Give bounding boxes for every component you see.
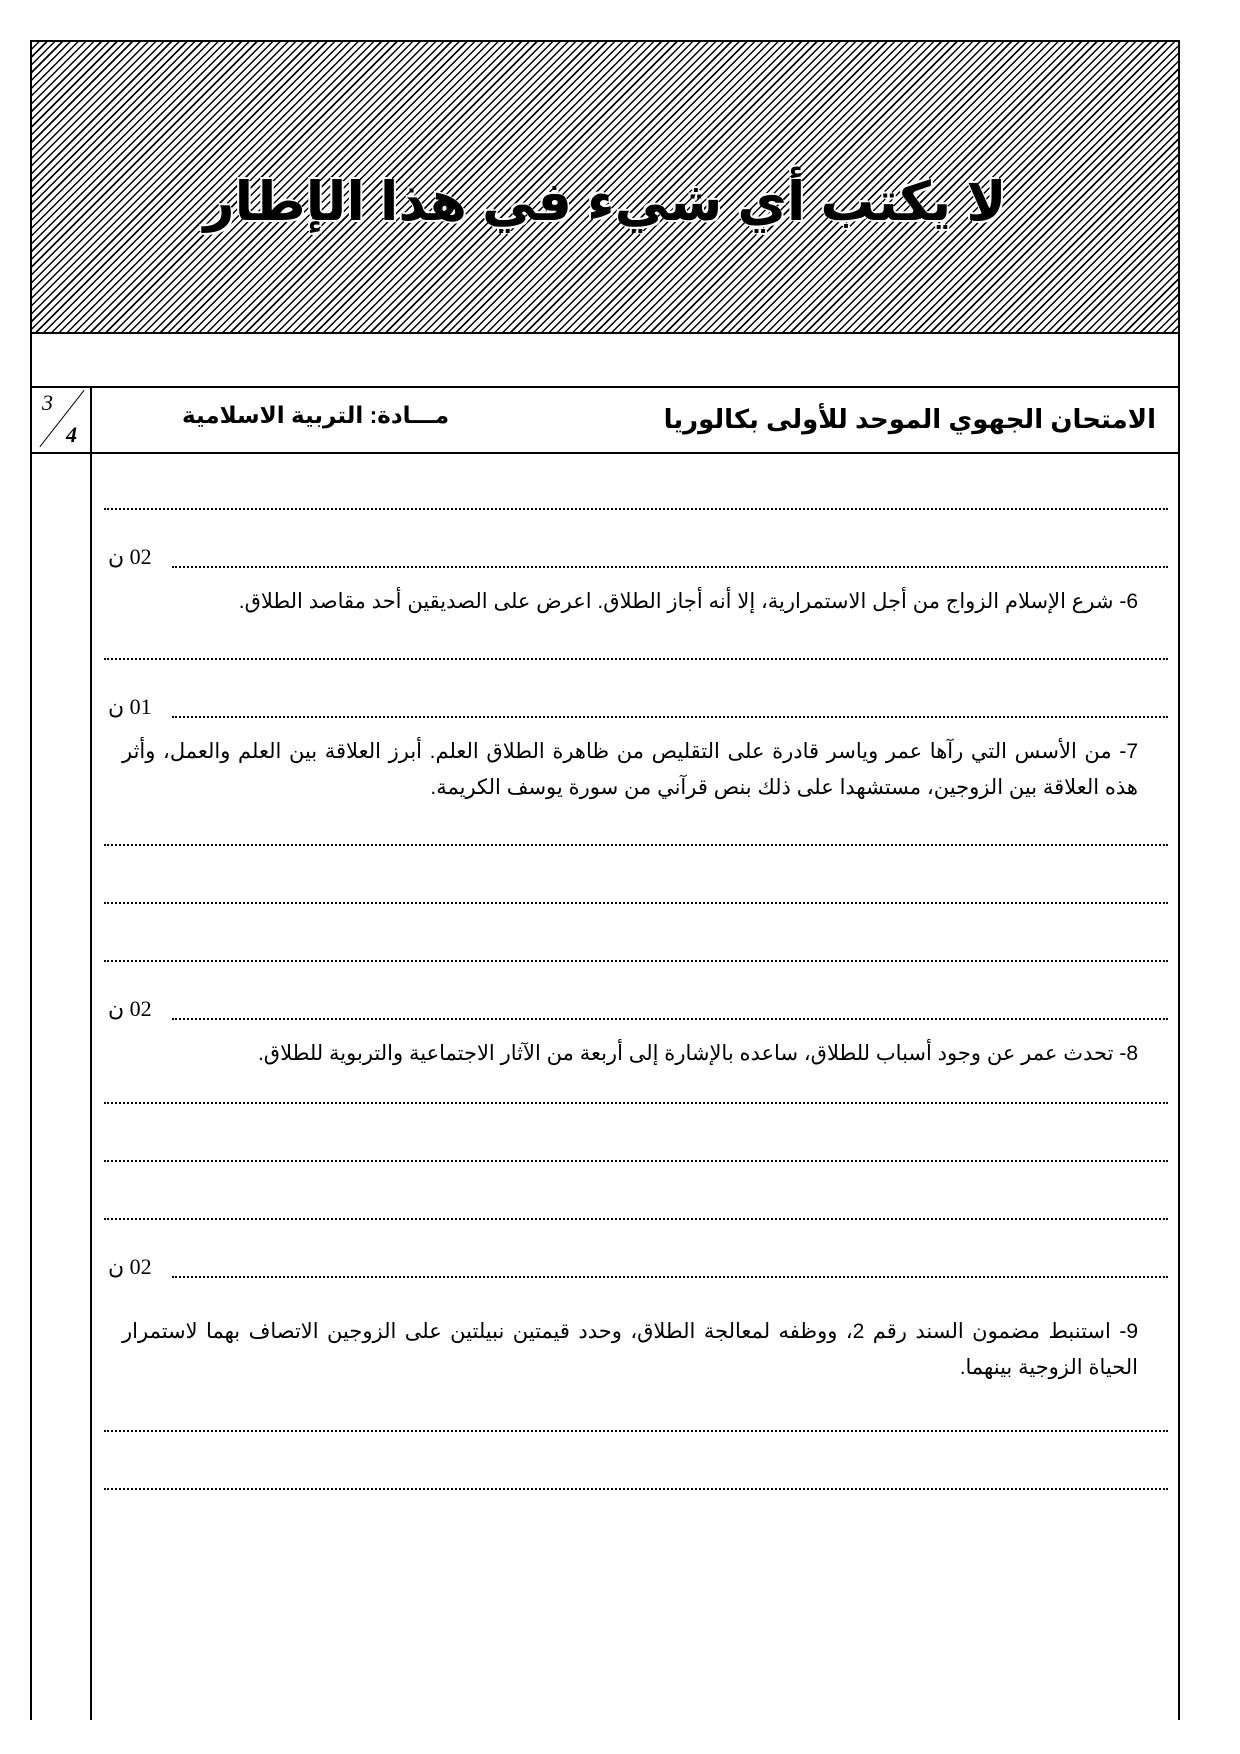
score-label: 02 ن — [108, 996, 152, 1021]
do-not-write-text: لا يكتب أي شيء في هذا الإطار — [203, 172, 1007, 232]
answer-line[interactable] — [104, 1430, 1168, 1432]
answer-line[interactable] — [104, 1488, 1168, 1490]
page-total: 4 — [66, 422, 77, 447]
answer-line[interactable] — [172, 566, 1168, 568]
answer-line[interactable] — [104, 1160, 1168, 1162]
answer-line[interactable] — [104, 508, 1168, 510]
question-7 — [122, 734, 1138, 806]
exam-header — [30, 386, 1180, 454]
answer-line[interactable] — [104, 1218, 1168, 1220]
do-not-write-banner — [32, 170, 1178, 233]
do-not-write-box — [30, 40, 1180, 334]
question-text: تحدث عمر عن وجود أسباب للطلاق، ساعده بالإشارة إلى أربعة من الآثار الاجتماعية والتربوية للطلاق. — [257, 1042, 1114, 1065]
score-label: 02 ن — [108, 544, 152, 569]
question-9 — [122, 1314, 1138, 1386]
page-indicator — [32, 388, 92, 452]
answer-line[interactable] — [172, 716, 1168, 718]
question-text: استنبط مضمون السند رقم 2، ووظفه لمعالجة الطلاق، وحدد قيمتين نبيلتين على الزوجين الاتصاف بهما لاستمرار الحياة الزوجية بينهما. — [122, 1320, 1138, 1379]
question-number: 7- — [1119, 740, 1139, 763]
exam-page-frame — [30, 40, 1180, 1720]
answer-line[interactable] — [104, 1102, 1168, 1104]
answer-area — [30, 452, 1180, 1720]
question-text: من الأسس التي رآها عمر وياسر قادرة على التقليص من ظاهرة الطلاق العلم. أبرز العلاقة بين العلم والعمل، وأثر هذه العلاقة بين الزوجين، مستشهدا على ذلك بنص قرآني من سورة يوسف الكريمة. — [122, 740, 1138, 799]
answer-line[interactable] — [172, 1276, 1168, 1278]
exam-title: الامتحان الجهوي الموحد للأولى بكالوريا — [663, 404, 1156, 434]
score-label: 02 ن — [108, 1254, 152, 1279]
question-6 — [122, 584, 1138, 620]
question-8 — [122, 1036, 1138, 1072]
answer-line[interactable] — [104, 658, 1168, 660]
question-number: 9- — [1119, 1320, 1138, 1343]
subject-label: مـــادة: التربية الاسلامية — [182, 402, 450, 428]
answer-line[interactable] — [104, 960, 1168, 962]
margin-rule — [90, 452, 92, 1720]
question-text: شرع الإسلام الزواج من أجل الاستمرارية، إلا أنه أجاز الطلاق. اعرض على الصديقين أحد مقاصد الطلاق. — [238, 590, 1114, 613]
answer-line[interactable] — [104, 902, 1168, 904]
question-number: 8- — [1119, 1042, 1138, 1065]
answer-line[interactable] — [172, 1018, 1168, 1020]
question-number: 6- — [1119, 590, 1138, 613]
answer-line[interactable] — [104, 844, 1168, 846]
blank-row — [30, 332, 1180, 386]
page-number: 3 — [42, 390, 53, 415]
score-label: 01 ن — [108, 694, 152, 719]
